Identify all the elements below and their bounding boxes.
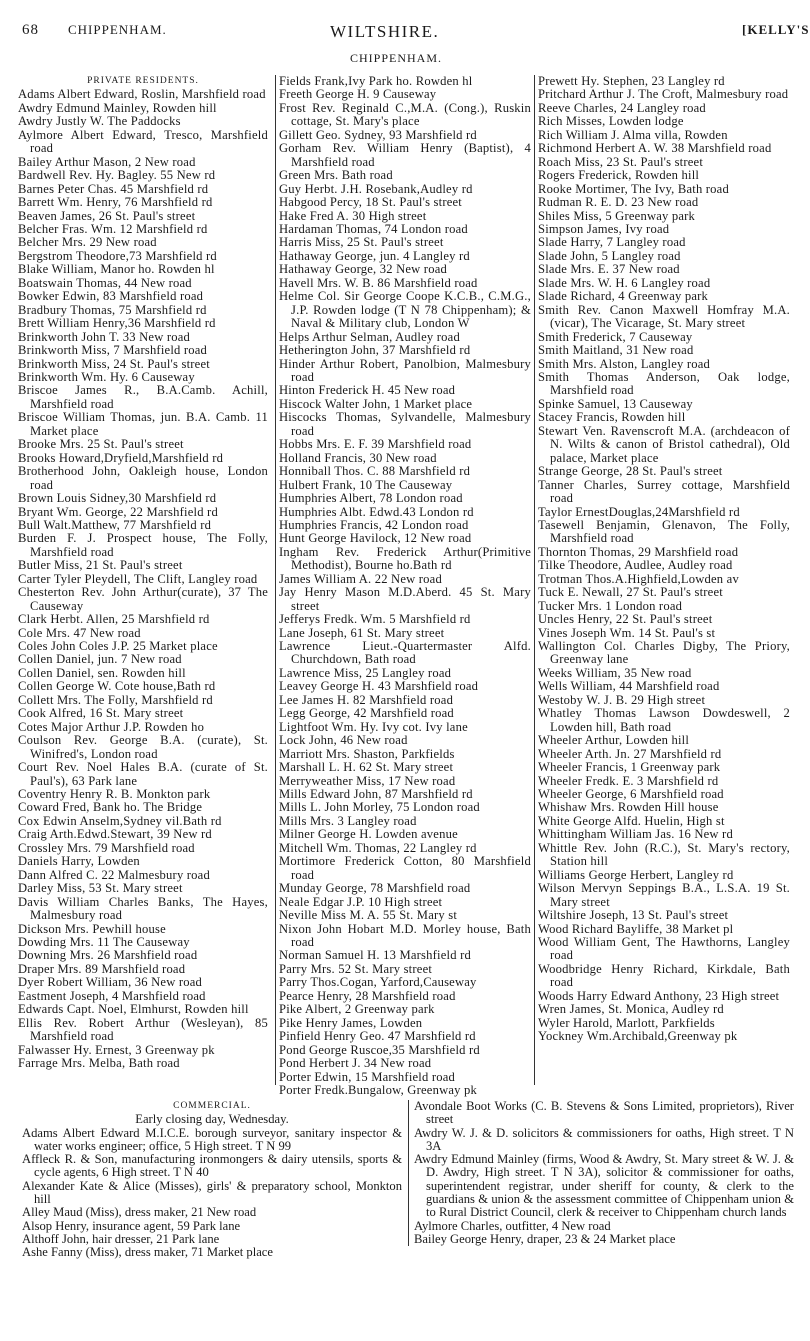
directory-entry: Woodbridge Henry Richard, Kirkdale, Bath road (538, 961, 790, 990)
directory-entry: Gorham Rev. William Henry (Baptist), 4 Marshfield road (279, 141, 531, 169)
directory-entry: Falwasser Hy. Ernest, 3 Greenway pk (18, 1042, 215, 1057)
directory-entry: Hathaway George, jun. 4 Langley rd (279, 248, 470, 263)
directory-entry: Brooke Mrs. 25 St. Paul's street (18, 437, 184, 452)
directory-entry: Shiles Miss, 5 Greenway park (538, 208, 696, 223)
directory-entry: Butler Miss, 21 St. Paul's street (18, 558, 183, 573)
directory-entry: Rich William J. Alma villa, Rowden (538, 127, 728, 142)
directory-entry: Dickson Mrs. Pewhill house (18, 921, 166, 936)
directory-entry: Bryant Wm. George, 22 Marshfield rd (18, 504, 218, 519)
directory-entry: Mitchell Wm. Thomas, 22 Langley rd (279, 840, 477, 855)
directory-entry: Lawrence Miss, 25 Langley road (279, 665, 452, 680)
directory-entry: Smith Mrs. Alston, Langley road (538, 356, 711, 371)
directory-entry: Nixon John Hobart M.D. Morley house, Bath road (279, 921, 531, 949)
directory-entry: Porter Edwin, 15 Marshfield road (279, 1069, 456, 1084)
directory-entry: Barrett Wm. Henry, 76 Marshfield rd (18, 195, 213, 210)
directory-entry: Aylmore Charles, outfitter, 4 New road (414, 1218, 611, 1233)
directory-entry: Rogers Frederick, Rowden hill (538, 168, 700, 183)
directory-entry: Marriott Mrs. Shaston, Parkfields (279, 746, 455, 761)
directory-entry: Hake Fred A. 30 High street (279, 208, 427, 223)
directory-entry: Crossley Mrs. 79 Marshfield road (18, 840, 195, 855)
directory-entry: Althoff John, hair dresser, 21 Park lane (22, 1231, 220, 1246)
directory-entry: Wells William, 44 Marshfield road (538, 679, 720, 694)
directory-entry: Alsop Henry, insurance agent, 59 Park lane (22, 1218, 241, 1233)
directory-entry: Lee James H. 82 Marshfield road (279, 692, 454, 707)
directory-entry: Brinkworth John T. 33 New road (18, 329, 191, 344)
directory-entry: Collen George W. Cote house,Bath rd (18, 679, 216, 694)
directory-entry: Belcher Mrs. 29 New road (18, 235, 157, 250)
directory-entry: Collen Daniel, jun. 7 New road (18, 652, 182, 667)
directory-entry: Hobbs Mrs. E. F. 39 Marshfield road (279, 437, 472, 452)
directory-entry: Trotman Thos.A.Highfield,Lowden av (538, 571, 739, 586)
directory-entry: Honniball Thos. C. 88 Marshfield rd (279, 464, 471, 479)
directory-entry: Cook Alfred, 16 St. Mary street (18, 706, 184, 721)
directory-entry: White George Alfd. Huelin, High st (538, 813, 725, 828)
directory-entry: Adams Albert Edward M.I.C.E. borough surveyor, sanitary inspector & water works engineer; office, 5 High street. T N 99 (22, 1125, 402, 1153)
directory-entry: Briscoe William Thomas, jun. B.A. Camb. 11 Market place (18, 410, 268, 438)
directory-entry: Brown Louis Sidney,30 Marshfield rd (18, 491, 217, 506)
directory-entry: Lane Joseph, 61 St. Mary street (279, 625, 445, 640)
directory-entry: Wheeler Fredk. E. 3 Marshfield rd (538, 773, 719, 788)
directory-entry: Taylor ErnestDouglas,24Marshfield rd (538, 504, 740, 519)
directory-entry: Lawrence Lieut.-Quartermaster Alfd. Churchdown, Bath road (279, 639, 531, 667)
directory-entry: Pond George Ruscoe,35 Marshfield rd (279, 1042, 480, 1057)
directory-entry: Hardaman Thomas, 74 London road (279, 221, 468, 236)
directory-entry: Smith Frederick, 7 Causeway (538, 329, 693, 344)
directory-entry: Slade Mrs. W. H. 6 Langley road (538, 275, 711, 290)
directory-entry: Ingham Rev. Frederick Arthur(Primitive Methodist), Bourne ho.Bath rd (279, 544, 531, 573)
directory-entry: Lock John, 46 New road (279, 733, 408, 748)
directory-entry: Vines Joseph Wm. 14 St. Paul's st (538, 625, 716, 640)
directory-entry: Davis William Charles Banks, The Hayes, Malmesbury road (18, 894, 268, 923)
directory-entry: Whittle Rev. John (R.C.), St. Mary's rectory, Station hill (538, 840, 790, 869)
directory-entry: Barnes Peter Chas. 45 Marshfield rd (18, 181, 209, 196)
directory-entry: Porter Fredk.Bungalow, Greenway pk (279, 1082, 477, 1097)
directory-entry: Pond Herbert J. 34 New road (279, 1056, 432, 1071)
directory-entry: Neville Miss M. A. 55 St. Mary st (279, 908, 458, 923)
directory-entry: Adams Albert Edward, Roslin, Marshfield road (18, 87, 266, 102)
directory-entry: Hunt George Havilock, 12 New road (279, 531, 472, 546)
directory-entry: Wood Richard Bayliffe, 38 Market pl (538, 921, 734, 936)
directory-entry: Tasewell Benjamin, Glenavon, The Folly, Marshfield road (538, 517, 790, 546)
directory-entry: Strange George, 28 St. Paul's street (538, 464, 723, 479)
commercial-column-1 (22, 1100, 402, 1260)
directory-entry: Smith Thomas Anderson, Oak lodge, Marshfield road (538, 369, 790, 398)
directory-entry: Wyler Harold, Marlott, Parkfields (538, 1015, 715, 1030)
directory-entry: Dyer Robert William, 36 New road (18, 975, 203, 990)
directory-entry: Slade Harry, 7 Langley road (538, 235, 686, 250)
directory-entry: Smith Maitland, 31 New road (538, 343, 694, 358)
page-number: 68 (22, 22, 39, 38)
directory-entry: Rooke Mortimer, The Ivy, Bath road (538, 181, 729, 196)
private-residents-column-2 (275, 74, 531, 1097)
directory-entry: Wren James, St. Monica, Audley rd (538, 1002, 724, 1017)
directory-entry: Frost Rev. Reginald C.,M.A. (Cong.), Ruskin cottage, St. Mary's place (279, 100, 531, 129)
directory-entry: Belcher Fras. Wm. 12 Marshfield rd (18, 221, 208, 236)
directory-entry: Neale Edgar J.P. 10 High street (279, 894, 443, 909)
directory-entry: Eastment Joseph, 4 Marshfield road (18, 988, 206, 1003)
directory-entry: Hiscocks Thomas, Sylvandelle, Malmesbury road (279, 410, 531, 438)
directory-entry: Cole Mrs. 47 New road (18, 625, 141, 640)
directory-entry: Hinder Arthur Robert, Panolbion, Malmesbury road (279, 356, 531, 384)
directory-entry: Avondale Boot Works (C. B. Stevens & Sons Limited, proprietors), River street (414, 1099, 794, 1127)
directory-entry: Ashe Fanny (Miss), dress maker, 71 Market place (22, 1245, 273, 1260)
directory-entry: Westoby W. J. B. 29 High street (538, 692, 706, 707)
directory-entry: Clark Herbt. Allen, 25 Marshfield rd (18, 612, 210, 627)
directory-entry: Hulbert Frank, 10 The Causeway (279, 477, 453, 492)
directory-entry: Williams George Herbert, Langley rd (538, 867, 734, 882)
directory-entry: Wiltshire Joseph, 13 St. Paul's street (538, 908, 729, 923)
section-subheading: CHIPPENHAM. (350, 51, 443, 65)
directory-entry: Whittingham William Jas. 16 New rd (538, 827, 733, 842)
directory-entry: Pike Henry James, Lowden (279, 1015, 423, 1030)
directory-entry: James William A. 22 New road (279, 571, 442, 586)
directory-entry: Stewart Ven. Ravenscroft M.A. (archdeacon of N. Wilts & canon of Bristol cathedral), Old palace, Market place (538, 423, 790, 465)
directory-entry: Bowker Edwin, 83 Marshfield road (18, 289, 204, 304)
directory-entry: Wheeler Arth. Jn. 27 Marshfield rd (538, 746, 722, 761)
directory-entry: Bailey George Henry, draper, 23 & 24 Market place (414, 1231, 676, 1246)
directory-entry: Wheeler George, 6 Marshfield road (538, 787, 724, 802)
directory-entry: Tilke Theodore, Audlee, Audley road (538, 558, 733, 573)
directory-entry: Leavey George H. 43 Marshfield road (279, 679, 479, 694)
directory-entry: Cotes Major Arthur J.P. Rowden ho (18, 719, 205, 734)
directory-entry: Bardwell Rev. Hy. Bagley. 55 New rd (18, 168, 216, 183)
directory-entry: Marshall L. H. 62 St. Mary street (279, 760, 454, 775)
directory-entry: Darley Miss, 53 St. Mary street (18, 881, 183, 896)
directory-entry: Brotherhood John, Oakleigh house, London road (18, 464, 268, 492)
directory-entry: Rudman R. E. D. 23 New road (538, 195, 699, 210)
directory-entry: Aylmore Albert Edward, Tresco, Marshfield road (18, 127, 268, 156)
directory-entry: Mills Edward John, 87 Marshfield rd (279, 787, 473, 802)
directory-entry: Bailey Arthur Mason, 2 New road (18, 154, 196, 169)
directory-entry: Jefferys Fredk. Wm. 5 Marshfield rd (279, 612, 471, 627)
directory-entry: Hetherington John, 37 Marshfield rd (279, 343, 471, 358)
directory-entry: Bull Walt.Matthew, 77 Marshfield rd (18, 517, 212, 532)
directory-entry: Briscoe James R., B.A.Camb. Achill, Marshfield road (18, 383, 268, 411)
directory-entry: Court Rev. Noel Hales B.A. (curate of St. Paul's), 63 Park lane (18, 760, 268, 788)
directory-entry: Wood William Gent, The Hawthorns, Langley road (538, 935, 790, 963)
directory-entry: Awdry Edmund Mainley (firms, Wood & Awdry, St. Mary street & W. J. & D. Awdry, High street. T N 3A), solicitor & commissioner for oaths, superintendent registrar, under sheriff for county, & clerk to the guardians & union & the assessment committee of Chippenham union & to Rural District Council, clerk & receiver to Chippenham church lands (414, 1152, 794, 1220)
directory-entry: Brett William Henry,36 Marshfield rd (18, 316, 216, 331)
private-residents-column-1 (18, 75, 268, 1071)
directory-entry: Coles John Coles J.P. 25 Market place (18, 639, 218, 654)
private-residents-column-3 (534, 75, 790, 1085)
commercial-heading: COMMERCIAL. (173, 1101, 251, 1111)
directory-entry: Chesterton Rev. John Arthur(curate), 37 The Causeway (18, 585, 268, 613)
directory-entry: Woods Harry Edward Anthony, 23 High street (538, 988, 780, 1003)
directory-entry: Awdry Justly W. The Paddocks (18, 114, 181, 129)
directory-entry: Weeks William, 35 New road (538, 665, 692, 680)
directory-entry: Hiscock Walter John, 1 Market place (279, 396, 473, 411)
directory-entry: Milner George H. Lowden avenue (279, 827, 458, 842)
page-title: WILTSHIRE. (330, 22, 440, 41)
directory-entry: Thornton Thomas, 29 Marshfield road (538, 544, 739, 559)
directory-entry: Holland Francis, 30 New road (279, 450, 437, 465)
directory-entry: Havell Mrs. W. B. 86 Marshfield road (279, 275, 478, 290)
directory-entry: Pritchard Arthur J. The Croft, Malmesbury road (538, 87, 789, 102)
directory-entry: Blake William, Manor ho. Rowden hl (18, 262, 215, 277)
directory-entry: Pinfield Henry Geo. 47 Marshfield rd (279, 1029, 476, 1044)
private-residents-heading: PRIVATE RESIDENTS. (87, 76, 199, 86)
directory-entry: Draper Mrs. 89 Marshfield road (18, 961, 186, 976)
running-head-town: CHIPPENHAM. (68, 22, 167, 37)
directory-entry: Dann Alfred C. 22 Malmesbury road (18, 867, 210, 882)
directory-entry: Freeth George H. 9 Causeway (279, 87, 437, 102)
directory-entry: Bradbury Thomas, 75 Marshfield rd (18, 302, 207, 317)
directory-entry: Fields Frank,Ivy Park ho. Rowden hl (279, 74, 473, 88)
directory-entry: Stacey Francis, Rowden hill (538, 410, 686, 425)
directory-entry: Helme Col. Sir George Coope K.C.B., C.M.G., J.P. Rowden lodge (T N 78 Chippenham); & Naval & Military club, London W (279, 289, 531, 331)
directory-entry: Brinkworth Miss, 7 Marshfield road (18, 343, 208, 358)
directory-entry: Roach Miss, 23 St. Paul's street (538, 154, 704, 169)
directory-entry: Smith Rev. Canon Maxwell Homfray M.A. (vicar), The Vicarage, St. Mary street (538, 302, 790, 331)
directory-entry: Parry Thos.Cogan, Yarford,Causeway (279, 975, 477, 990)
directory-entry: Tucker Mrs. 1 London road (538, 598, 683, 613)
directory-entry: Rich Misses, Lowden lodge (538, 114, 684, 129)
directory-entry: Tanner Charles, Surrey cottage, Marshfield road (538, 477, 790, 506)
directory-entry: Wheeler Francis, 1 Greenway park (538, 760, 721, 775)
directory-entry: Downing Mrs. 26 Marshfield road (18, 948, 198, 963)
directory-entry: Whishaw Mrs. Rowden Hill house (538, 800, 719, 815)
directory-entry: Humphries Albert, 78 London road (279, 491, 463, 506)
directory-entry: Uncles Henry, 22 St. Paul's street (538, 612, 713, 627)
directory-entry: Richmond Herbert A. W. 38 Marshfield road (538, 141, 772, 156)
directory-entry: Reeve Charles, 24 Langley road (538, 100, 706, 115)
directory-entry: Hinton Frederick H. 45 New road (279, 383, 456, 398)
directory-entry: Pike Albert, 2 Greenway park (279, 1002, 435, 1017)
directory-entry: Mills Mrs. 3 Langley road (279, 813, 417, 828)
directory-entry: Collett Mrs. The Folly, Marshfield rd (18, 692, 213, 707)
directory-entry: Wheeler Arthur, Lowden hill (538, 733, 690, 748)
directory-entry: Brooks Howard,Dryfield,Marshfield rd (18, 450, 224, 465)
directory-entry: Alexander Kate & Alice (Misses), girls' & preparatory school, Monkton hill (22, 1178, 402, 1207)
directory-entry: Pearce Henry, 28 Marshfield road (279, 988, 456, 1003)
directory-entry: Affleck R. & Son, manufacturing ironmongers & dairy utensils, sports & cycle agents, 6 High street. T N 40 (22, 1152, 402, 1180)
directory-entry: Prewett Hy. Stephen, 23 Langley rd (538, 74, 725, 88)
directory-entry: Hathaway George, 32 New road (279, 262, 447, 277)
directory-entry: Spinke Samuel, 13 Causeway (538, 396, 693, 411)
directory-entry: Wallington Col. Charles Digby, The Priory, Greenway lane (538, 639, 790, 667)
directory-entry: Carter Tyler Pleydell, The Clift, Langley road (18, 571, 258, 586)
directory-entry: Coward Fred, Bank ho. The Bridge (18, 800, 203, 815)
directory-entry: Coventry Henry R. B. Monkton park (18, 787, 211, 802)
directory-entry: Helps Arthur Selman, Audley road (279, 329, 460, 344)
directory-entry: Alley Maud (Miss), dress maker, 21 New road (22, 1205, 257, 1220)
directory-entry: Humphries Francis, 42 London road (279, 517, 469, 532)
publisher-mark: [KELLY'S (742, 22, 810, 37)
directory-entry: Daniels Harry, Lowden (18, 854, 140, 869)
directory-entry: Green Mrs. Bath road (279, 168, 393, 183)
directory-entry: Edwards Capt. Noel, Elmhurst, Rowden hill (18, 1002, 249, 1017)
directory-entry: Parry Mrs. 52 St. Mary street (279, 961, 433, 976)
directory-entry: Slade Mrs. E. 37 New road (538, 262, 680, 277)
directory-entry: Slade John, 5 Langley road (538, 248, 681, 263)
directory-entry: Wilson Mervyn Seppings B.A., L.S.A. 19 St. Mary street (538, 881, 790, 909)
directory-entry: Coulson Rev. George B.A. (curate), St. Winifred's, London road (18, 733, 268, 761)
directory-entry: Collen Daniel, sen. Rowden hill (18, 665, 186, 680)
directory-entry: Tuck E. Newall, 27 St. Paul's street (538, 585, 723, 600)
directory-entry: Guy Herbt. J.H. Rosebank,Audley rd (279, 181, 473, 196)
directory-entry: Jay Henry Mason M.D.Aberd. 45 St. Mary street (279, 585, 531, 613)
directory-entry: Awdry W. J. & D. solicitors & commissioners for oaths, High street. T N 3A (414, 1125, 794, 1153)
commercial-column-2 (408, 1100, 794, 1246)
directory-entry: Munday George, 78 Marshfield road (279, 881, 471, 896)
directory-entry: Awdry Edmund Mainley, Rowden hill (18, 100, 217, 115)
directory-entry: Habgood Percy, 18 St. Paul's street (279, 195, 462, 210)
directory-entry: Boatswain Thomas, 44 New road (18, 275, 192, 290)
directory-entry: Simpson James, Ivy road (538, 221, 670, 236)
directory-entry: Humphries Albt. Edwd.43 London rd (279, 504, 474, 519)
directory-entry: Burden F. J. Prospect house, The Folly, Marshfield road (18, 531, 268, 559)
directory-entry: Slade Richard, 4 Greenway park (538, 289, 709, 304)
directory-entry: Brinkworth Wm. Hy. 6 Causeway (18, 369, 195, 384)
directory-entry: Farrage Mrs. Melba, Bath road (18, 1056, 180, 1071)
directory-entry: Legg George, 42 Marshfield road (279, 706, 454, 721)
directory-entry: Mills L. John Morley, 75 London road (279, 800, 480, 815)
directory-entry: Mortimore Frederick Cotton, 80 Marshfield road (279, 854, 531, 882)
directory-entry: Yockney Wm.Archibald,Greenway pk (538, 1029, 738, 1044)
directory-entry: Cox Edwin Anselm,Sydney vil.Bath rd (18, 813, 222, 828)
directory-entry: Brinkworth Miss, 24 St. Paul's street (18, 356, 210, 371)
directory-entry: Bergstrom Theodore,73 Marshfield rd (18, 248, 217, 263)
directory-entry: Merryweather Miss, 17 New road (279, 773, 456, 788)
directory-entry: Beaven James, 26 St. Paul's street (18, 208, 196, 223)
directory-entry: Dowding Mrs. 11 The Causeway (18, 935, 190, 949)
directory-entry: Craig Arth.Edwd.Stewart, 39 New rd (18, 827, 212, 842)
directory-entry: Harris Miss, 25 St. Paul's street (279, 235, 444, 250)
directory-entry: Ellis Rev. Robert Arthur (Wesleyan), 85 Marshfield road (18, 1015, 268, 1044)
early-closing-note: Early closing day, Wednesday. (135, 1112, 289, 1127)
directory-entry: Gillett Geo. Sydney, 93 Marshfield rd (279, 127, 477, 142)
directory-entry: Norman Samuel H. 13 Marshfield rd (279, 948, 471, 963)
directory-entry: Lightfoot Wm. Hy. Ivy cot. Ivy lane (279, 719, 468, 734)
directory-entry: Whatley Thomas Lawson Dowdeswell, 2 Lowden hill, Bath road (538, 706, 790, 734)
